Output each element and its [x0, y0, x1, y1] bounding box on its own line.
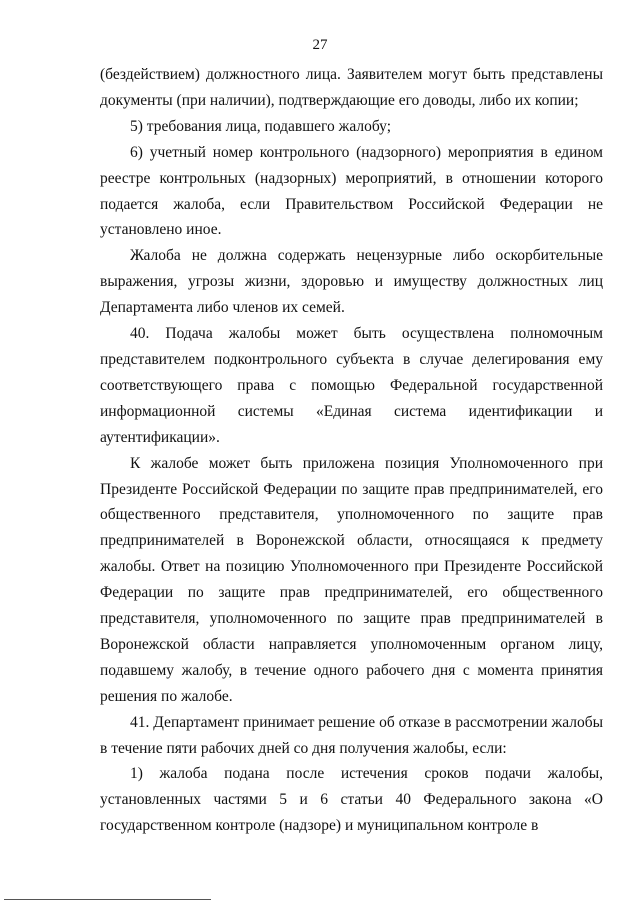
page-number: 27: [312, 37, 328, 53]
paragraph-item-5: 5) требования лица, подавшего жалобу;: [130, 117, 392, 135]
paragraph-clause-40: 40. Подача жалобы может быть осуществлена полномочным представителем подконтрольного субъекта в случае делегирования ему соответствующего права с помощью Федеральной государственной информационной системы «Единая система идентификации и аутентификации».: [100, 325, 603, 446]
paragraph-item-6: 6) учетный номер контрольного (надзорного) мероприятия в едином реестре контрольных (надзорных) мероприятий, в отношении которого подается жалоба, если Правительством Российской Федерации не установлено иное.: [100, 143, 603, 239]
paragraph-clause-41: 41. Департамент принимает решение об отказе в рассмотрении жалобы в течение пяти рабочих дней со дня получения жалобы, если:: [100, 713, 603, 757]
footer-rule: [4, 899, 211, 900]
paragraph-continuation: (бездействием) должностного лица. Заявителем могут быть представлены документы (при наличии), подтверждающие его доводы, либо их копии;: [100, 66, 603, 109]
paragraph-ombudsman-position: К жалобе может быть приложена позиция Уполномоченного при Президенте Российской Федерации по защите прав предпринимателей, его общественного представителя, уполномоченного по защите прав предпринимателей в Воронежской области, относящаяся к предмету жалобы. Ответ на позицию Уполномоченного при Президенте Российской Федерации по защите прав предпринимателей, его общественного представителя, уполномоченного по защите прав предпринимателей в Воронежской области направляется уполномоченным органом лицу, подавшему жалобу, в течение одного рабочего дня с момента принятия решения по жалобе.: [100, 454, 603, 705]
paragraph-complaint-content: Жалоба не должна содержать нецензурные либо оскорбительные выражения, угрозы жизни, здоровью и имуществу должностных лиц Департамента либо членов их семей.: [100, 247, 603, 317]
paragraph-item-1: 1) жалоба подана после истечения сроков подачи жалобы, установленных частями 5 и 6 статьи 40 Федерального закона «О государственном контроле (надзоре) и муниципальном контроле в: [100, 765, 603, 835]
document-body: [100, 62, 603, 839]
